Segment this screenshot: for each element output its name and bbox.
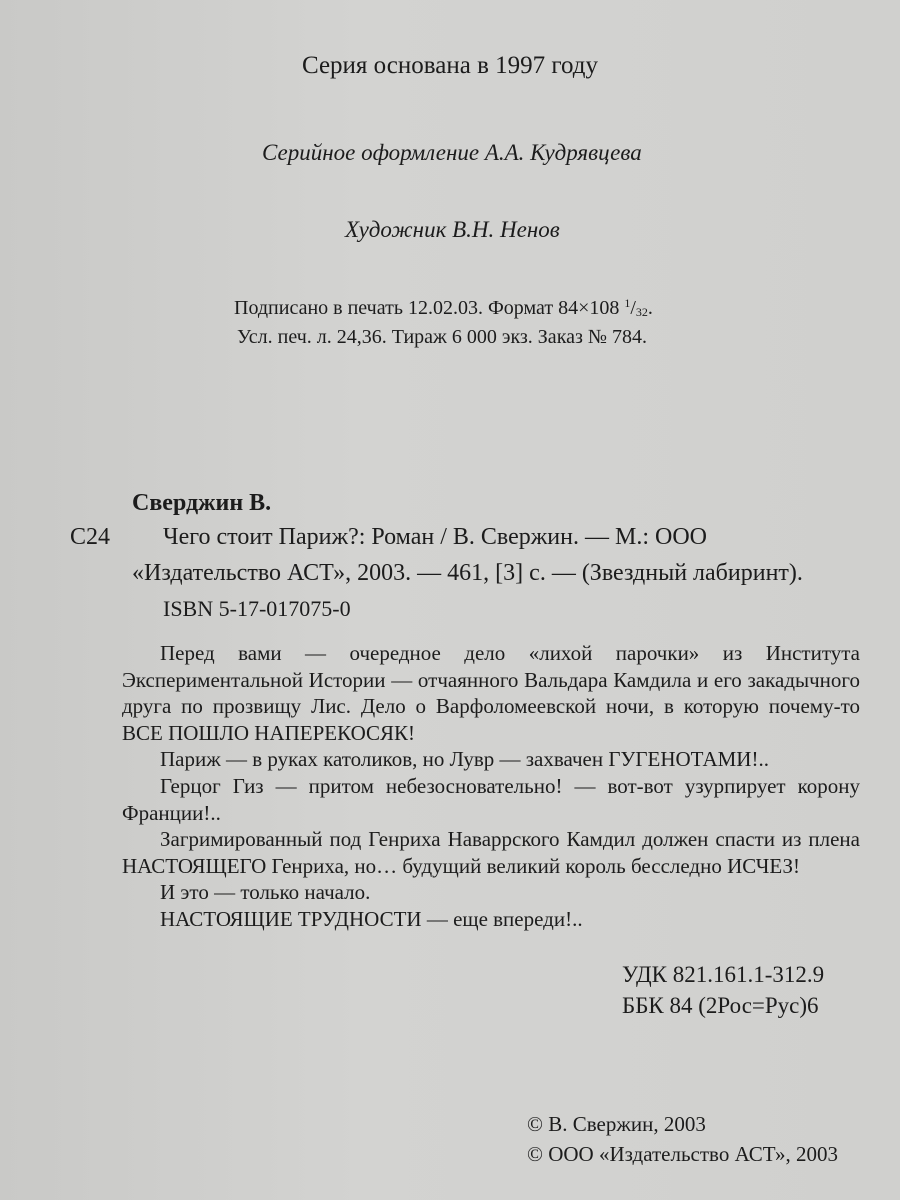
series-founded: Серия основана в 1997 году — [301, 52, 599, 79]
series-design-credit: Серийное оформление А.А. Кудрявцева — [262, 140, 642, 165]
annotation-paragraph: Перед вами — очередное дело «лихой парочки» из Института Экспериментальной Истории — отчаянного Вальдара Камдила и его закадычного друга по прозвищу Лис. Дело о Варфоломеевской ночи, в которую почему-то ВСЕ ПОШЛО НАПЕРЕКОСЯК! — [122, 641, 860, 745]
print-info-text: Подписано в печать 12.02.03. Формат 84×108 — [234, 297, 620, 319]
annotation-paragraph: Загримированный под Генриха Наваррского Камдил должен спасти из плена НАСТОЯЩЕГО Генриха, но… будущий великий король бесследно ИСЧЕЗ! — [122, 827, 860, 878]
udk-code: УДК 821.161.1-312.9 — [622, 962, 825, 987]
catalog-author: Сверджин В. — [132, 490, 272, 516]
format-denominator: 32 — [635, 305, 648, 319]
annotation-paragraph: Герцог Гиз — притом небезосновательно! — вот-вот узурпирует корону Франции!.. — [122, 773, 860, 825]
print-info-line-2: Усл. печ. л. 24,36. Тираж 6 000 экз. Заказ № 784. — [237, 326, 647, 348]
annotation-paragraph: НАСТОЯЩИЕ ТРУДНОСТИ — еще впереди!.. — [160, 906, 583, 931]
format-numerator: 1 — [624, 296, 631, 310]
catalog-entry-line-2: «Издательство АСТ», 2003. — 461, [3] с. — (Звездный лабиринт). — [132, 560, 803, 586]
catalog-code: С24 — [70, 524, 111, 550]
annotation-paragraph: Париж — в руках католиков, но Лувр — захвачен ГУГЕНОТАМИ!.. — [160, 747, 769, 772]
annotation-paragraph: И это — только начало. — [160, 880, 371, 905]
bbk-code: ББК 84 (2Рос=Рус)6 — [622, 993, 819, 1018]
annotation — [122, 640, 860, 933]
print-info-line-1 — [234, 296, 653, 320]
copyright-publisher: © ООО «Издательство АСТ», 2003 — [527, 1142, 838, 1166]
artist-credit: Художник В.Н. Ненов — [345, 217, 560, 242]
format-fraction: $^1/_{32}$. — [624, 296, 653, 319]
catalog-entry-line-1: Чего стоит Париж?: Роман / В. Свержин. — М.: ООО — [163, 524, 707, 550]
copyright-author: © В. Свержин, 2003 — [527, 1112, 706, 1136]
isbn: ISBN 5-17-017075-0 — [163, 596, 351, 621]
